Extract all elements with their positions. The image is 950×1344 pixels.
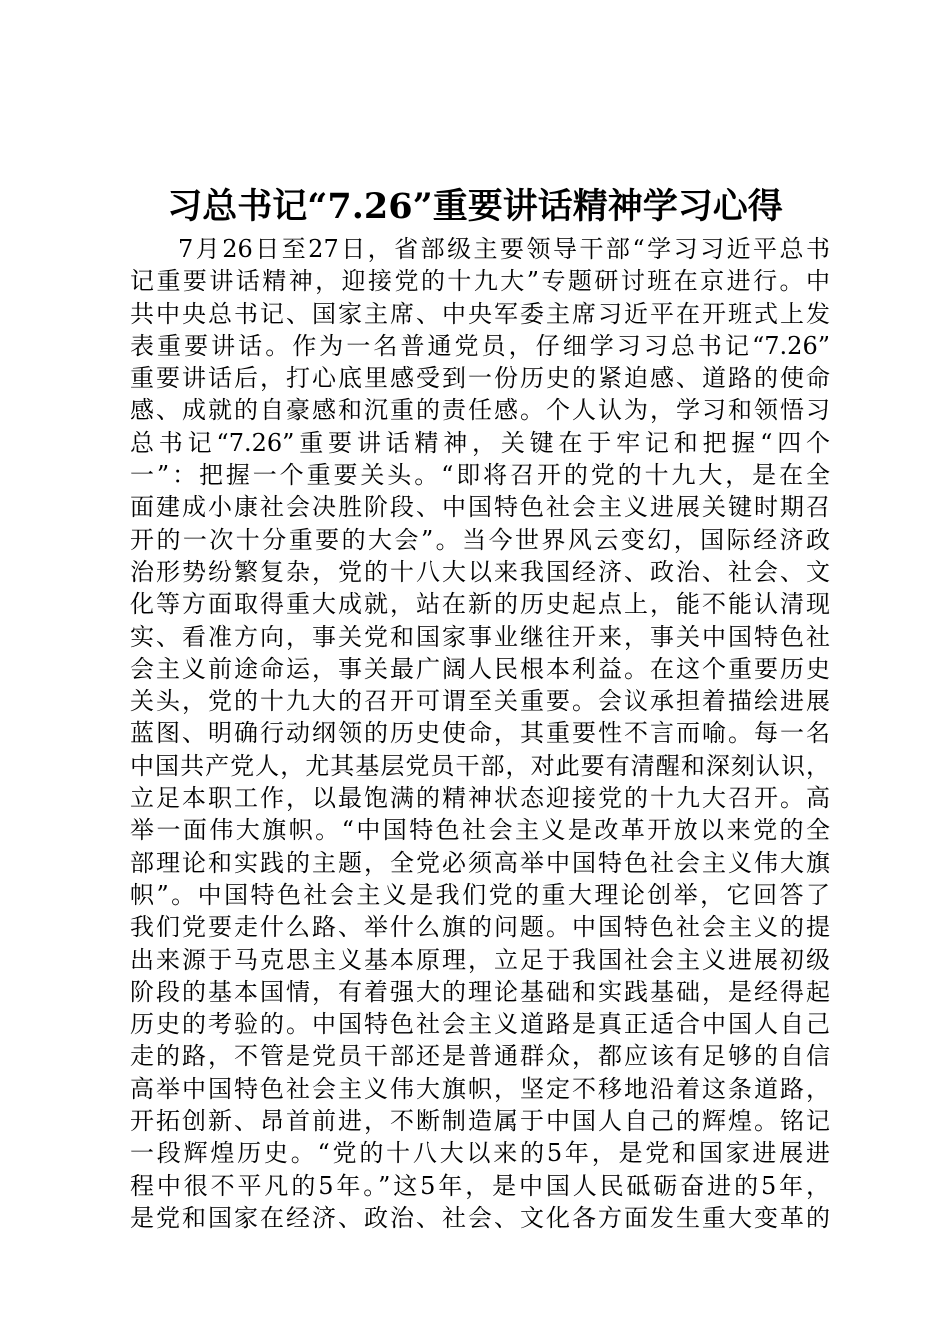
- paragraph-line: 高举中国特色社会主义伟大旗帜，坚定不移地沿着这条道路，: [130, 1074, 830, 1103]
- paragraph-line: 一段辉煌历史。“党的十八大以来的5年，是党和国家进展进: [130, 1139, 830, 1168]
- paragraph-line: 历史的考验的。中国特色社会主义道路是真正适合中国人自己: [130, 1010, 830, 1039]
- paragraph-line: 7月26日至27日，省部级主要领导干部“学习习近平总书: [178, 235, 830, 263]
- paragraph-line: 关头，党的十九大的召开可谓至关重要。会议承担着描绘进展: [130, 687, 830, 716]
- paragraph-line: 治形势纷繁复杂，党的十八大以来我国经济、政治、社会、文: [130, 557, 830, 586]
- paragraph-line: 出来源于马克思主义基本原理，立足于我国社会主义进展初级: [130, 945, 830, 974]
- paragraph-line: 阶段的基本国情，有着强大的理论基础和实践基础，是经得起: [130, 977, 830, 1006]
- paragraph-line: 立足本职工作，以最饱满的精神状态迎接党的十九大召开。高: [130, 784, 830, 813]
- paragraph-line: 一”：把握一个重要关头。“即将召开的党的十九大，是在全: [130, 461, 830, 490]
- paragraph-line: 举一面伟大旗帜。“中国特色社会主义是改革开放以来党的全: [130, 816, 830, 845]
- paragraph-line: 感、成就的自豪感和沉重的责任感。个人认为，学习和领悟习: [130, 396, 830, 425]
- paragraph-line: 帜”。中国特色社会主义是我们党的重大理论创举，它回答了: [130, 880, 830, 909]
- paragraph-line: 部理论和实践的主题，全党必须高举中国特色社会主义伟大旗: [130, 848, 830, 877]
- paragraph-line: 表重要讲话。作为一名普通党员，仔细学习习总书记“7.26”: [130, 331, 830, 360]
- paragraph-line: 走的路，不管是党员干部还是普通群众，都应该有足够的自信: [130, 1042, 830, 1071]
- paragraph-line: 面建成小康社会决胜阶段、中国特色社会主义进展关键时期召: [130, 493, 830, 522]
- paragraph-line: 中国共产党人，尤其基层党员干部，对此要有清醒和深刻认识，: [130, 751, 830, 780]
- paragraph-line: 记重要讲话精神，迎接党的十九大”专题研讨班在京进行。中: [130, 267, 830, 296]
- paragraph-line: 蓝图、明确行动纲领的历史使命，其重要性不言而喻。每一名: [130, 719, 830, 748]
- document-body: [130, 233, 830, 1234]
- paragraph-line: 共中央总书记、国家主席、中央军委主席习近平在开班式上发: [130, 299, 830, 328]
- paragraph-line: 重要讲话后，打心底里感受到一份历史的紧迫感、道路的使命: [130, 364, 830, 393]
- paragraph-line: 会主义前途命运，事关最广阔人民根本利益。在这个重要历史: [130, 654, 830, 683]
- paragraph-line: 开拓创新、昂首前进，不断制造属于中国人自己的辉煌。铭记: [130, 1107, 830, 1136]
- paragraph-line: 总书记“7.26”重要讲话精神，关键在于牢记和把握“四个: [130, 428, 830, 457]
- paragraph-line: 实、看准方向，事关党和国家事业继往开来，事关中国特色社: [130, 622, 830, 651]
- paragraph-line: 程中很不平凡的5年。”这5年，是中国人民砥砺奋进的5年，: [130, 1171, 830, 1200]
- document-title: 习总书记“7.26”重要讲话精神学习心得: [167, 186, 783, 227]
- paragraph-line: 开的一次十分重要的大会”。当今世界风云变幻，国际经济政: [130, 525, 830, 554]
- paragraph-line: 是党和国家在经济、政治、社会、文化各方面发生重大变革的: [130, 1203, 830, 1232]
- paragraph-line: 化等方面取得重大成就，站在新的历史起点上，能不能认清现: [130, 590, 830, 619]
- paragraph-line: 我们党要走什么路、举什么旗的问题。中国特色社会主义的提: [130, 913, 830, 942]
